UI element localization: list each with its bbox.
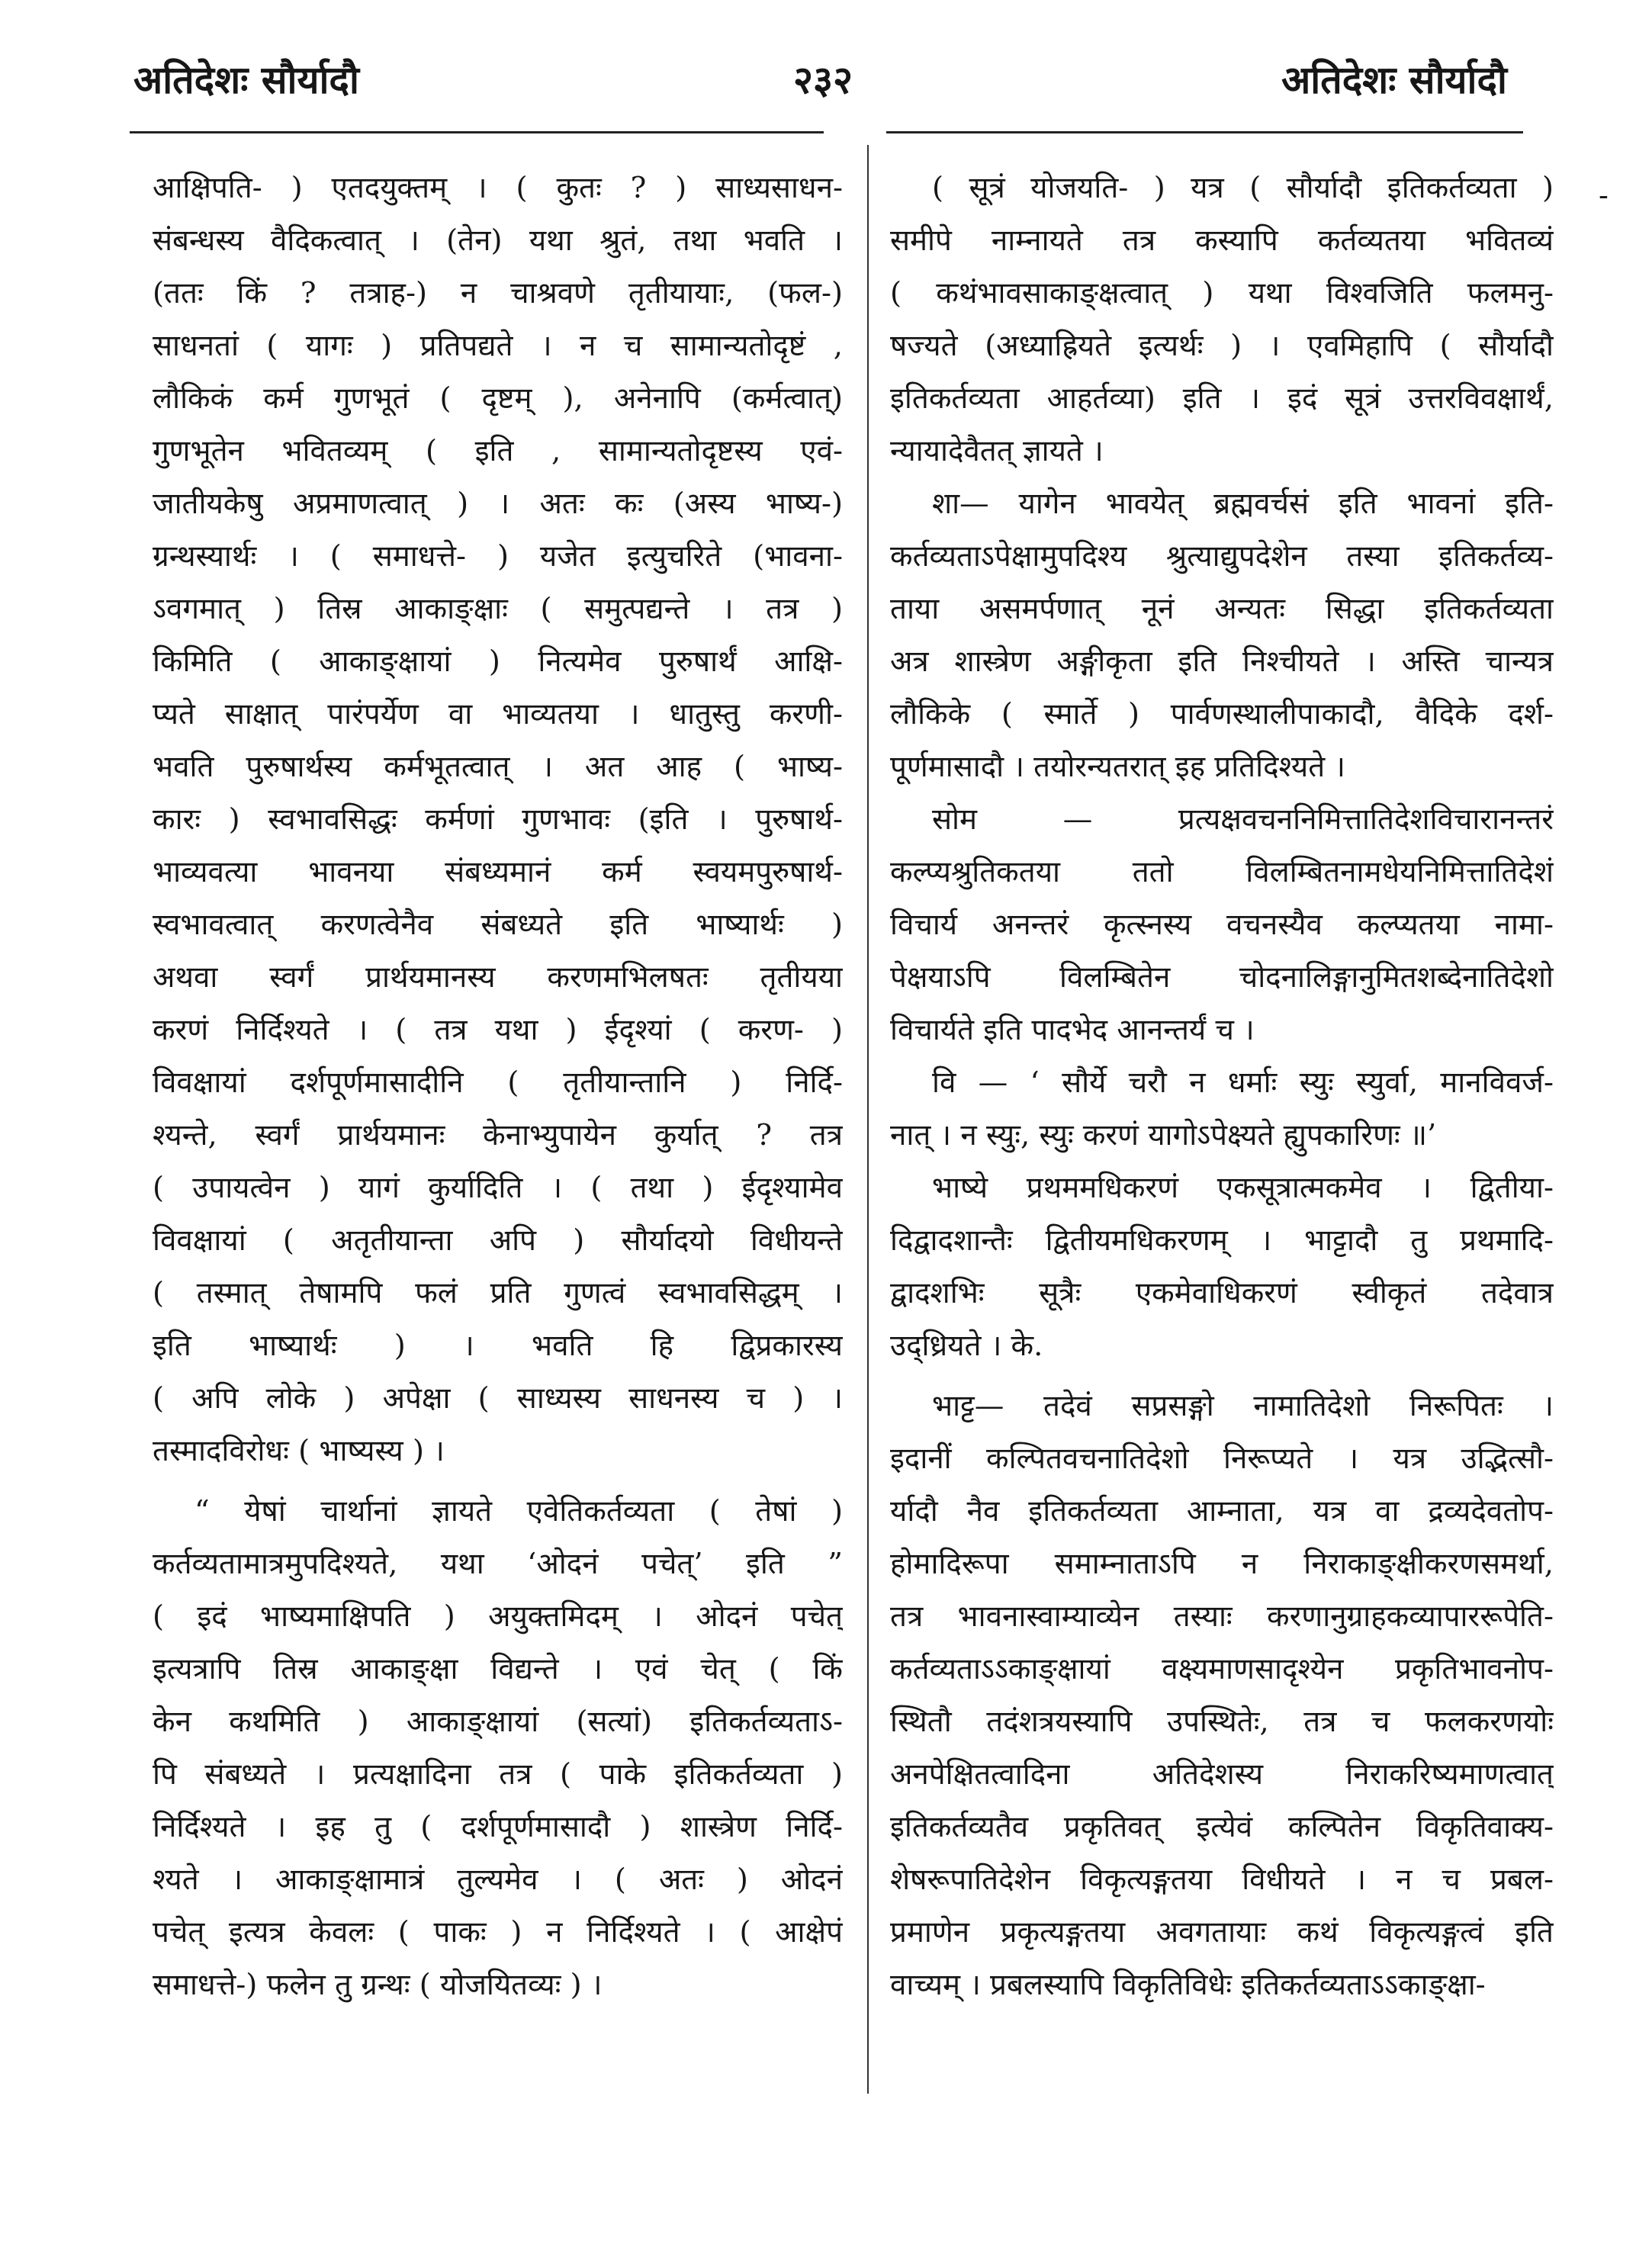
- right-column-text-line: उद्ध्रियते । के.: [890, 1329, 1043, 1363]
- right-column-text-line: प्रमाणेन प्रकृत्यङ्गतया अवगतायाः कथं विकृत्यङ्गत्वं इति: [890, 1915, 1554, 1949]
- left-column-text-line: ( अपि लोके ) अपेक्षा ( साध्यस्य साधनस्य च ) ।: [153, 1381, 843, 1416]
- right-column-text-line: न्यायादेवैतत् ज्ञायते ।: [890, 434, 1104, 468]
- right-column-text-line: स्थितौ तदंशत्रयस्यापि उपस्थितेः, तत्र च फलकरणयोः: [890, 1705, 1554, 1739]
- left-column-text-line: इत्यत्रापि तिस्र आकाङ्क्षा विद्यन्ते । एवं चेत् ( किं: [153, 1652, 843, 1686]
- right-column-text-line: कल्प्यश्रुतिकतया ततो विलम्बितनामधेयनिमित्तातिदेशं: [890, 855, 1554, 889]
- left-column-text-line: इति भाष्यार्थः ) । भवति हि द्विप्रकारस्य: [153, 1329, 843, 1363]
- left-column-text-line: गुणभूतेन भवितव्यम् ( इति , सामान्यतोदृष्टस्य एवं-: [153, 434, 843, 468]
- left-column-text-line: (ततः किं ? तत्राह-) न चाश्रवणे तृतीयायाः, (फल-): [153, 276, 843, 310]
- right-column-text-line: कर्तव्यताऽऽकाङ्क्षायां वक्ष्यमाणसादृश्येन प्रकृतिभावनोप-: [890, 1652, 1554, 1686]
- left-column-text-line: “ येषां चार्थानां ज्ञायते एवेतिकर्तव्यता ( तेषां ): [194, 1494, 843, 1528]
- left-column-text-line: प्यते साक्षात् पारंपर्येण वा भाव्यतया । धातुस्तु करणी-: [153, 697, 843, 731]
- right-column-text-line: कर्तव्यताऽपेक्षामुपदिश्य श्रुत्याद्युपदेशेन तस्या इतिकर्तव्य-: [890, 539, 1554, 574]
- right-column-text-line: होमादिरूपा समाम्नाताऽपि न निराकाङ्क्षीकरणसमर्था,: [890, 1547, 1554, 1581]
- left-column-text-line: अथवा स्वर्गं प्रार्थयमानस्य करणमभिलषतः तृतीयया: [153, 960, 843, 995]
- left-column-text-line: लौकिकं कर्म गुणभूतं ( दृष्टम् ), अनेनापि (कर्मत्वात्): [153, 381, 843, 416]
- right-column-text-line: पेक्षयाऽपि विलम्बितेन चोदनालिङ्गानुमितशब्देनातिदेशो: [890, 960, 1554, 995]
- right-column-text-line: इतिकर्तव्यता आहर्तव्या) इति । इदं सूत्रं उत्तरविवक्षार्थं,: [890, 381, 1554, 416]
- right-column-text-line: विचार्यते इति पादभेद आनन्तर्यं च ।: [890, 1013, 1255, 1047]
- right-column-text-line: पूर्णमासादौ । तयोरन्यतरात् इह प्रतिदिश्यते ।: [890, 750, 1345, 784]
- right-column-text-line: भाट्ट— तदेवं सप्रसङ्गो नामातिदेशो निरूपितः ।: [932, 1389, 1554, 1423]
- left-column-text-line: जातीयकेषु अप्रमाणत्वात् ) । अतः कः (अस्य भाष्य-): [153, 487, 843, 521]
- right-column-text-line: सोम — प्रत्यक्षवचननिमित्तातिदेशविचारानन्तरं: [932, 802, 1554, 837]
- left-column-text-line: भवति पुरुषार्थस्य कर्मभूतत्वात् । अत आह ( भाष्य-: [153, 750, 843, 784]
- right-column-text-line: वि — ‘ सौर्ये चरौ न धर्माः स्युः स्युर्वा, मानविवर्ज-: [932, 1066, 1554, 1100]
- left-column-text-line: कर्तव्यतामात्रमुपदिश्यते, यथा ‘ओदनं पचेत्’ इति ”: [153, 1547, 843, 1581]
- running-header-left: अतिदेशः सौर्यादौ: [133, 57, 359, 102]
- right-column-text-line: दिद्वादशान्तैः द्वितीयमधिकरणम् । भाट्टादौ तु प्रथमादि-: [890, 1223, 1554, 1258]
- right-column-text-line: भाष्ये प्रथममधिकरणं एकसूत्रात्मकमेव । द्वितीया-: [932, 1171, 1554, 1205]
- left-column-text-line: समाधत्ते-) फलेन तु ग्रन्थः ( योजयितव्यः ) ।: [153, 1968, 603, 2002]
- left-column-text-line: ग्रन्थस्यार्थः । ( समाधत्ते- ) यजेत इत्युचरिते (भावना-: [153, 539, 843, 574]
- column-divider: [867, 145, 869, 2094]
- left-column-text-line: निर्दिश्यते । इह तु ( दर्शपूर्णमासादौ ) शास्त्रेण निर्दि-: [153, 1810, 843, 1844]
- right-column-text-line: लौकिके ( स्मार्ते ) पार्वणस्थालीपाकादौ, वैदिके दर्श-: [890, 697, 1554, 731]
- left-column-text-line: तस्मादविरोधः ( भाष्यस्य ) ।: [153, 1434, 445, 1468]
- running-header-right: अतिदेशः सौर्यादौ: [1281, 57, 1507, 102]
- margin-mark: -: [1599, 178, 1609, 212]
- left-column-text-line: ऽवगमात् ) तिस्र आकाङ्क्षाः ( समुत्पद्यन्ते । तत्र ): [153, 592, 843, 626]
- left-column-text-line: साधनतां ( यागः ) प्रतिपद्यते । न च सामान्यतोदृष्टं ,: [153, 329, 843, 363]
- header-rule-right: [886, 131, 1523, 133]
- left-column-text-line: पि संबध्यते । प्रत्यक्षादिना तत्र ( पाके इतिकर्तव्यता ): [153, 1757, 843, 1792]
- right-column: [890, 162, 1554, 2011]
- left-column-text-line: संबन्धस्य वैदिकत्वात् । (तेन) यथा श्रुतं, तथा भवति ।: [153, 223, 843, 258]
- left-column-text-line: केन कथमिति ) आकाङ्क्षायां (सत्यां) इतिकर्तव्यताऽ-: [153, 1705, 843, 1739]
- left-column-text-line: पचेत् इत्यत्र केवलः ( पाकः ) न निर्दिश्यते । ( आक्षेपं: [153, 1915, 843, 1949]
- right-column-text-line: ताया असमर्पणात् नूनं अन्यतः सिद्धा इतिकर्तव्यता: [890, 592, 1554, 626]
- right-column-text-line: वाच्यम् । प्रबलस्यापि विकृतिविधेः इतिकर्तव्यताऽऽकाङ्क्षा-: [890, 1968, 1486, 2002]
- left-column-text-line: किमिति ( आकाङ्क्षायां ) नित्यमेव पुरुषार्थं आक्षि-: [153, 644, 843, 679]
- right-column-text-line: र्यादौ नैव इतिकर्तव्यता आम्नाता, यत्र वा द्रव्यदेवतोप-: [890, 1494, 1554, 1528]
- left-column-text-line: करणं निर्दिश्यते । ( तत्र यथा ) ईदृश्यां ( करण- ): [153, 1013, 843, 1047]
- left-column-text-line: भाव्यवत्या भावनया संबध्यमानं कर्म स्वयमपुरुषार्थ-: [153, 855, 843, 889]
- right-column-text-line: षज्यते (अध्याह्रियते इत्यर्थः ) । एवमिहापि ( सौर्यादौ: [890, 329, 1554, 363]
- right-column-text-line: ( कथंभावसाकाङ्क्षत्वात् ) यथा विश्वजिति फलमनु-: [890, 276, 1554, 310]
- right-column-text-line: ( सूत्रं योजयति- ) यत्र ( सौर्यादौ इतिकर्तव्यता ): [932, 171, 1554, 205]
- right-column-text-line: अत्र शास्त्रेण अङ्गीकृता इति निश्चीयते । अस्ति चान्यत्र: [890, 644, 1554, 679]
- left-column: [153, 162, 843, 2011]
- left-column-text-line: आक्षिपति- ) एतदयुक्तम् । ( कुतः ? ) साध्यसाधन-: [153, 171, 843, 205]
- page-number: २३२: [793, 57, 853, 102]
- header-rule-left: [130, 131, 824, 133]
- right-column-text-line: अनपेक्षितत्वादिना अतिदेशस्य निराकरिष्यमाणत्वात्: [890, 1757, 1554, 1792]
- right-column-text-line: समीपे नाम्नायते तत्र कस्यापि कर्तव्यतया भवितव्यं: [890, 223, 1554, 258]
- right-column-text-line: इदानीं कल्पितवचनातिदेशो निरूप्यते । यत्र उद्भित्सौ-: [890, 1442, 1554, 1476]
- left-column-text-line: स्वभावत्वात् करणत्वेनैव संबध्यते इति भाष्यार्थः ): [153, 908, 843, 942]
- left-column-text-line: ( तस्मात् तेषामपि फलं प्रति गुणत्वं स्वभावसिद्धम् ।: [153, 1276, 843, 1310]
- left-column-text-line: विवक्षायां ( अतृतीयान्ता अपि ) सौर्यादयो विधीयन्ते: [153, 1223, 843, 1258]
- right-column-text-line: द्वादशभिः सूत्रैः एकमेवाधिकरणं स्वीकृतं तदेवात्र: [890, 1276, 1554, 1310]
- left-column-text-line: श्यते । आकाङ्क्षामात्रं तुल्यमेव । ( अतः ) ओदनं: [153, 1863, 843, 1897]
- left-column-text-line: विवक्षायां दर्शपूर्णमासादीनि ( तृतीयान्तानि ) निर्दि-: [153, 1066, 843, 1100]
- left-column-text-line: ( इदं भाष्यमाक्षिपति ) अयुक्तमिदम् । ओदनं पचेत्: [153, 1599, 843, 1634]
- left-column-text-line: ( उपायत्वेन ) यागं कुर्यादिति । ( तथा ) ईदृश्यामेव: [153, 1171, 843, 1205]
- left-column-text-line: श्यन्ते, स्वर्गं प्रार्थयमानः केनाभ्युपायेन कुर्यात् ? तत्र: [153, 1118, 843, 1152]
- right-column-text-line: शा— यागेन भावयेत् ब्रह्मवर्चसं इति भावनां इति-: [932, 487, 1554, 521]
- right-column-text-line: इतिकर्तव्यतैव प्रकृतिवत् इत्येवं कल्पितेन विकृतिवाक्य-: [890, 1810, 1554, 1844]
- right-column-text-line: शेषरूपातिदेशेन विकृत्यङ्गतया विधीयते । न च प्रबल-: [890, 1863, 1554, 1897]
- right-column-text-line: तत्र भावनास्वाम्याव्येन तस्याः करणानुग्राहकव्यापाररूपेति-: [890, 1599, 1554, 1634]
- right-column-text-line: विचार्य अनन्तरं कृत्स्नस्य वचनस्यैव कल्प्यतया नामा-: [890, 908, 1554, 942]
- right-column-text-line: नात् । न स्युः, स्युः करणं यागोऽपेक्ष्यते ह्युपकारिणः ॥’: [890, 1118, 1437, 1152]
- left-column-text-line: कारः ) स्वभावसिद्धः कर्मणां गुणभावः (इति । पुरुषार्थ-: [153, 802, 843, 837]
